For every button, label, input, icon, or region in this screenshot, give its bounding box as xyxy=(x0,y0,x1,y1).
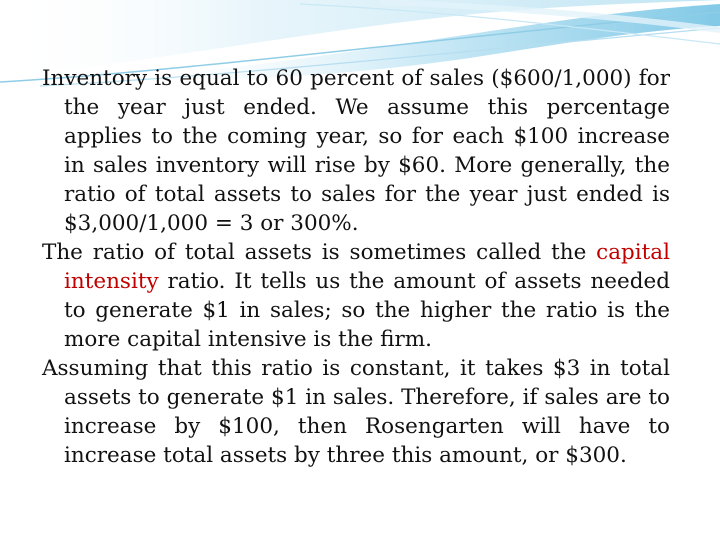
paragraph-inventory xyxy=(42,64,670,238)
paragraph-inventory-text: Inventory is equal to 60 percent of sales ($600/1,000) for the year just ended. We assume this percentage applies to the coming year, so for each $100 increase in sales inventory will rise by $60. More generally, the ratio of total assets to sales for the year just ended is $3,000/1,000 = 3 or 300%. xyxy=(42,66,670,236)
capital-intensity-term: capital intensity xyxy=(64,240,670,294)
paragraph-assumption xyxy=(42,354,670,470)
paragraph-capital-intensity-text-after: ratio. It tells us the amount of assets needed to generate $1 in sales; so the higher the ratio is the more capital intensive is the firm. xyxy=(64,269,670,352)
paragraph-capital-intensity-text-before: The ratio of total assets is sometimes called the xyxy=(42,240,597,265)
paragraph-assumption-text: Assuming that this ratio is constant, it takes $3 in total assets to generate $1 in sales. Therefore, if sales are to increase by $100, then Rosengarten will have to increase total assets by three this amount, or $300. xyxy=(42,356,670,468)
paragraph-capital-intensity xyxy=(42,238,670,354)
slide-body xyxy=(42,64,670,470)
